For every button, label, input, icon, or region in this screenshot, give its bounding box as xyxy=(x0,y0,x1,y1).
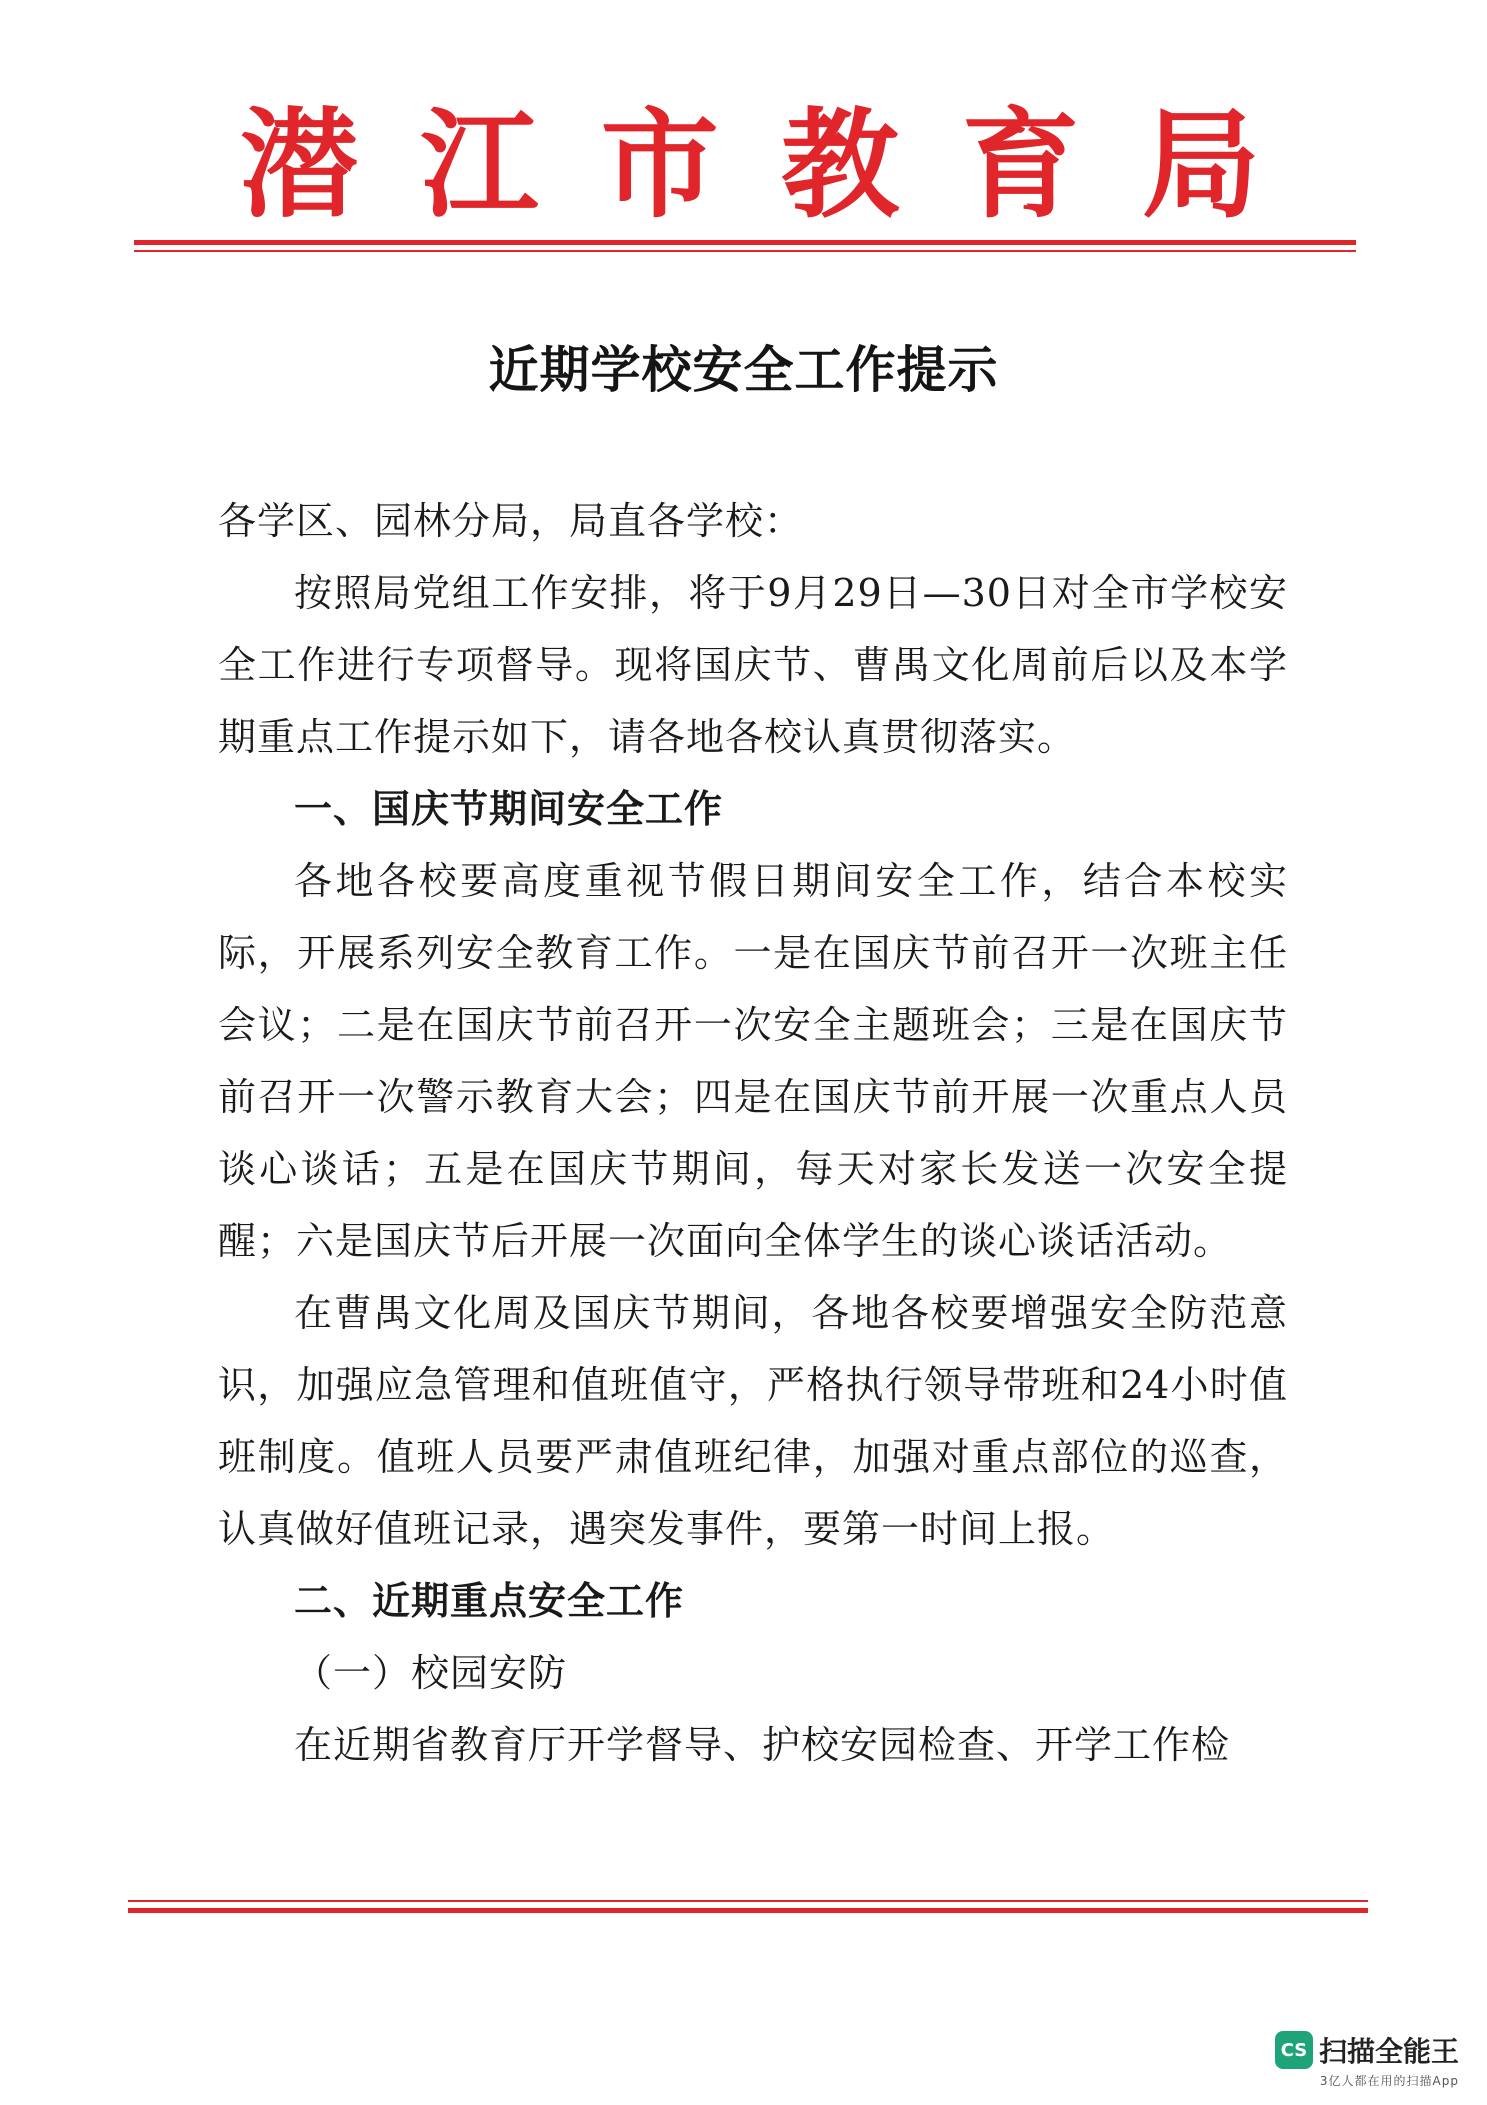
header-red-rule-thin xyxy=(134,250,1356,252)
issuer-char: 江 xyxy=(420,95,539,234)
issuer-char: 市 xyxy=(600,95,719,234)
issuer-char: 潜 xyxy=(240,95,359,234)
body-paragraph: 各地各校要高度重视节假日期间安全工作，结合本校实际，开展系列安全教育工作。一是在国庆节前召开一次班主任会议；二是在国庆节前召开一次安全主题班会；三是在国庆节前召开一次警示教育大会；四是在国庆节前开展一次重点人员谈心谈话；五是在国庆节期间，每天对家长发送一次安全提醒；六是国庆节后开展一次面向全体学生的谈心谈话活动。 xyxy=(218,859,1288,1263)
section-heading: 一、国庆节期间安全工作 xyxy=(294,787,724,831)
intro-paragraph: 按照局党组工作安排，将于9月29日—30日对全市学校安全工作进行专项督导。现将国庆节、曹禺文化周前后以及本学期重点工作提示如下，请各地各校认真贯彻落实。 xyxy=(218,571,1288,759)
body-paragraph: 在近期省教育厅开学督导、护校安园检查、开学工作检 xyxy=(294,1723,1231,1767)
salutation: 各学区、园林分局，局直各学校： xyxy=(218,499,804,543)
issuer-header xyxy=(240,95,1260,234)
issuer-char: 育 xyxy=(961,95,1080,234)
header-red-rule-thick xyxy=(134,240,1356,245)
issuer-char: 教 xyxy=(781,95,900,234)
footer-red-rule-thick xyxy=(128,1908,1368,1913)
document-title: 近期学校安全工作提示 xyxy=(488,340,999,399)
footer-red-rule-thin xyxy=(128,1900,1368,1902)
scanner-watermark xyxy=(1275,2030,1459,2089)
subsection-heading: （一）校园安防 xyxy=(294,1651,568,1695)
scanner-brand: 扫描全能王 xyxy=(1318,2035,1459,2068)
document-body xyxy=(218,485,1288,1781)
scanner-slogan: 3亿人都在用的扫描App xyxy=(1319,2074,1459,2088)
section-heading: 二、近期重点安全工作 xyxy=(294,1579,685,1623)
body-paragraph: 在曹禺文化周及国庆节期间，各地各校要增强安全防范意识，加强应急管理和值班值守，严格执行领导带班和24小时值班制度。值班人员要严肃值班纪律，加强对重点部位的巡查，认真做好值班记录，遇突发事件，要第一时间上报。 xyxy=(218,1291,1288,1551)
scanner-logo-icon: CS xyxy=(1275,2031,1313,2069)
issuer-char: 局 xyxy=(1141,95,1260,234)
